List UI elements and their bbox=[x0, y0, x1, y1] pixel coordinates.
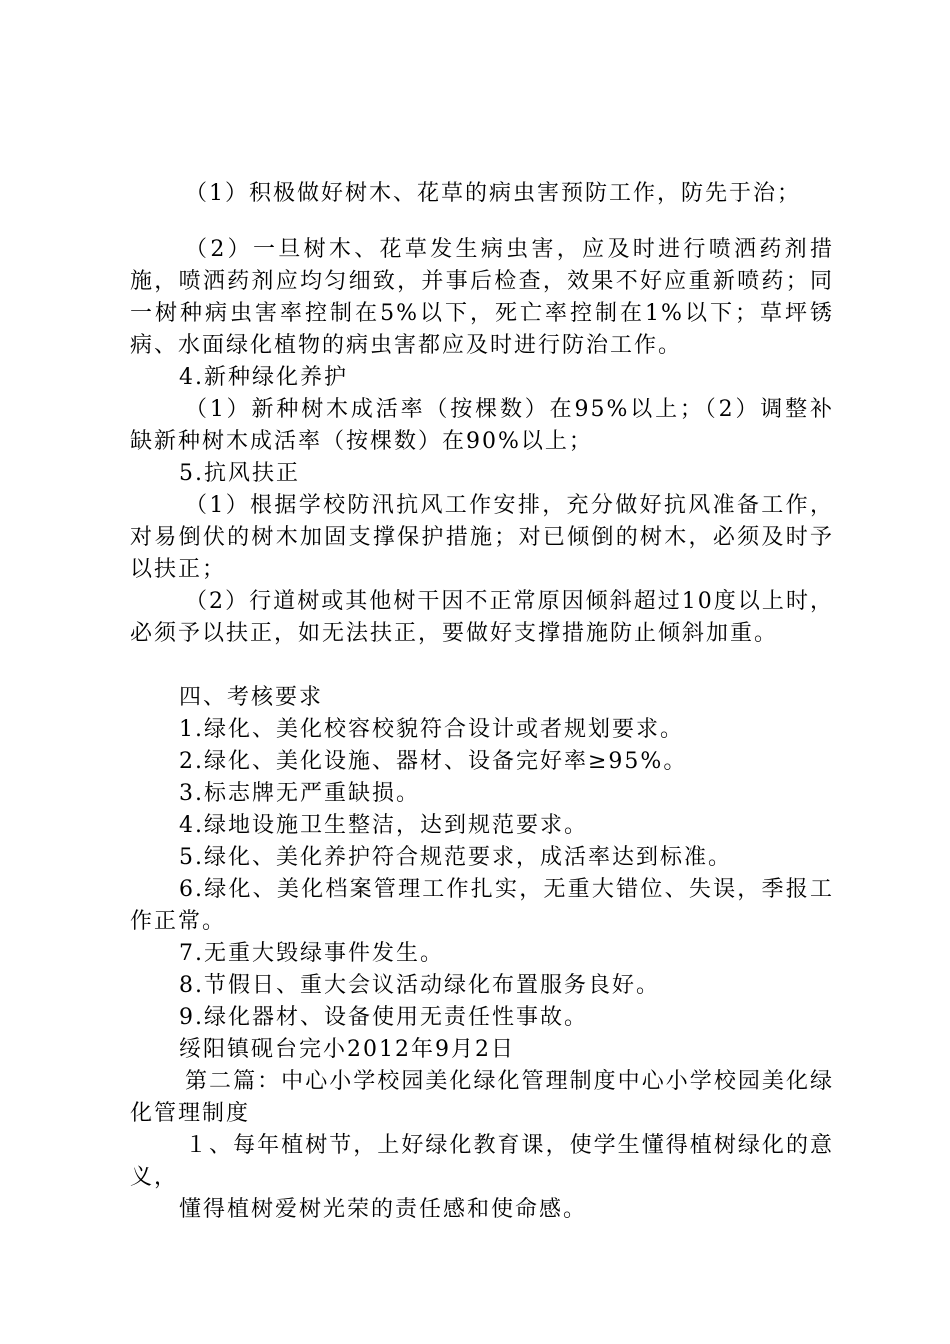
assessment-item-3: 3.标志牌无严重缺损。 bbox=[179, 781, 420, 806]
assessment-item-1: 1.绿化、美化校容校貌符合设计或者规划要求。 bbox=[179, 717, 684, 742]
signature-date: 绥阳镇砚台完小2012年9月2日 bbox=[179, 1037, 515, 1062]
heading-wind-resistance: 5.抗风扶正 bbox=[179, 461, 300, 486]
assessment-item-6: 6.绿化、美化档案管理工作扎实，无重大错位、失误，季报工作正常。 bbox=[130, 877, 834, 934]
heading-new-planting: 4.新种绿化养护 bbox=[179, 365, 348, 390]
section-title-part-two: 第二篇：中心小学校园美化绿化管理制度中心小学校园美化绿化管理制度 bbox=[130, 1069, 834, 1126]
assessment-item-5: 5.绿化、美化养护符合规范要求，成活率达到标准。 bbox=[179, 845, 732, 870]
assessment-item-9: 9.绿化器材、设备使用无责任性事故。 bbox=[179, 1005, 588, 1030]
paragraph-arbor-day: １、每年植树节，上好绿化教育课，使学生懂得植树绿化的意义， bbox=[130, 1133, 834, 1190]
heading-assessment: 四、考核要求 bbox=[179, 685, 324, 710]
paragraph-responsibility: 懂得植树爱树光荣的责任感和使命感。 bbox=[179, 1197, 588, 1222]
paragraph-tree-tilt: （2）行道树或其他树干因不正常原因倾斜超过10度以上时，必须予以扶正，如无法扶正，要做好支撑措施防止倾斜加重。 bbox=[130, 589, 834, 646]
assessment-item-8: 8.节假日、重大会议活动绿化布置服务良好。 bbox=[179, 973, 660, 998]
paragraph-pest-treatment: （2）一旦树木、花草发生病虫害，应及时进行喷洒药剂措施，喷洒药剂应均匀细致，并事后检查，效果不好应重新喷药；同一树种病虫害率控制在5%以下，死亡率控制在1%以下；草坪锈病、水面绿化植物的病虫害都应及时进行防治工作。 bbox=[130, 237, 834, 358]
assessment-item-4: 4.绿地设施卫生整洁，达到规范要求。 bbox=[179, 813, 588, 838]
paragraph-wind-prep: （1）根据学校防汛抗风工作安排，充分做好抗风准备工作，对易倒伏的树木加固支撑保护措施；对已倾倒的树木，必须及时予以扶正； bbox=[130, 493, 834, 582]
paragraph-survival-rate: （1）新种树木成活率（按棵数）在95%以上；（2）调整补缺新种树木成活率（按棵数）在90%以上； bbox=[130, 397, 834, 454]
assessment-item-7: 7.无重大毁绿事件发生。 bbox=[179, 941, 444, 966]
paragraph-pest-prevention: （1）积极做好树木、花草的病虫害预防工作，防先于治； bbox=[185, 181, 801, 206]
assessment-item-2: 2.绿化、美化设施、器材、设备完好率≥95%。 bbox=[179, 749, 688, 774]
